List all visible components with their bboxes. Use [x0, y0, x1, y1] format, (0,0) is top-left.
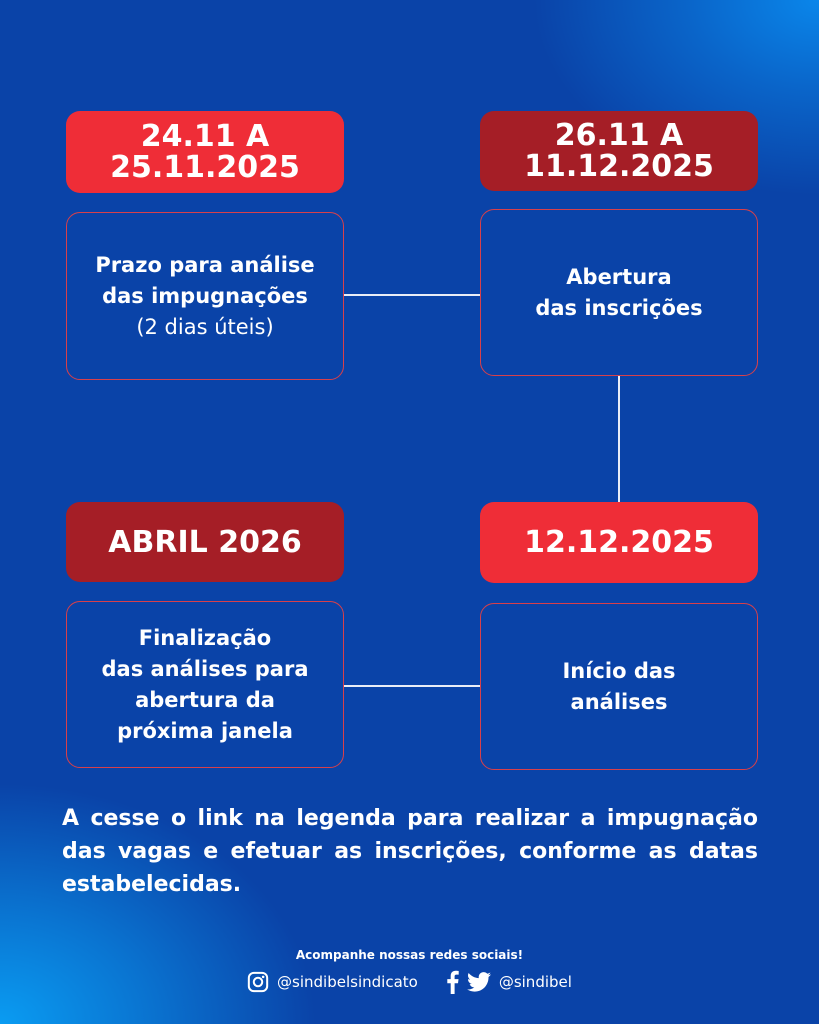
connector-line-top [344, 294, 480, 296]
step-box-finalizacao [66, 601, 344, 768]
step-text-line-1: Finalização [138, 625, 272, 650]
step-box-inscricoes [480, 209, 758, 376]
date-badge-impugnacoes [66, 111, 344, 193]
twitter-icon[interactable] [467, 972, 491, 992]
step-text-line-4: próxima janela [117, 718, 293, 743]
date-badge-finalizacao [66, 502, 344, 582]
date-badge-analises [480, 502, 758, 583]
date-text: 12.12.2025 [524, 525, 714, 560]
connector-line-bottom [344, 685, 480, 687]
facebook-icon[interactable] [446, 970, 459, 994]
step-text-line-3: abertura da [135, 687, 275, 712]
step-text-line-2: análises [570, 689, 668, 714]
date-line-2: 11.12.2025 [524, 149, 714, 184]
date-line-1: 24.11 A [140, 119, 270, 154]
step-text-line-1: Abertura [566, 264, 672, 289]
date-text: ABRIL 2026 [108, 524, 302, 560]
facebook-twitter-handle[interactable]: @sindibel [498, 973, 572, 991]
step-text-line-1: Prazo para análise [95, 252, 315, 277]
date-badge-inscricoes [480, 111, 758, 191]
step-box-impugnacoes [66, 212, 344, 380]
instagram-handle[interactable]: @sindibelsindicato [277, 973, 418, 991]
step-note: (2 dias úteis) [136, 314, 274, 339]
social-handles [0, 969, 819, 995]
call-to-action: A cesse o link na legenda para realizar a impugnação das vagas e efetuar as inscrições, conforme as datas estabelecidas. [62, 806, 758, 897]
step-text-line-1: Início das [562, 658, 676, 683]
instagram-icon[interactable] [247, 971, 269, 993]
step-box-analises [480, 603, 758, 770]
step-text-line-2: das impugnações [102, 283, 308, 308]
date-line-1: 26.11 A [554, 118, 684, 153]
step-text-line-2: das inscrições [535, 295, 703, 320]
step-text-line-2: das análises para [101, 656, 309, 681]
date-line-2: 25.11.2025 [110, 150, 300, 185]
connector-line-right [618, 376, 620, 502]
follow-text: Acompanhe nossas redes sociais! [295, 948, 524, 962]
